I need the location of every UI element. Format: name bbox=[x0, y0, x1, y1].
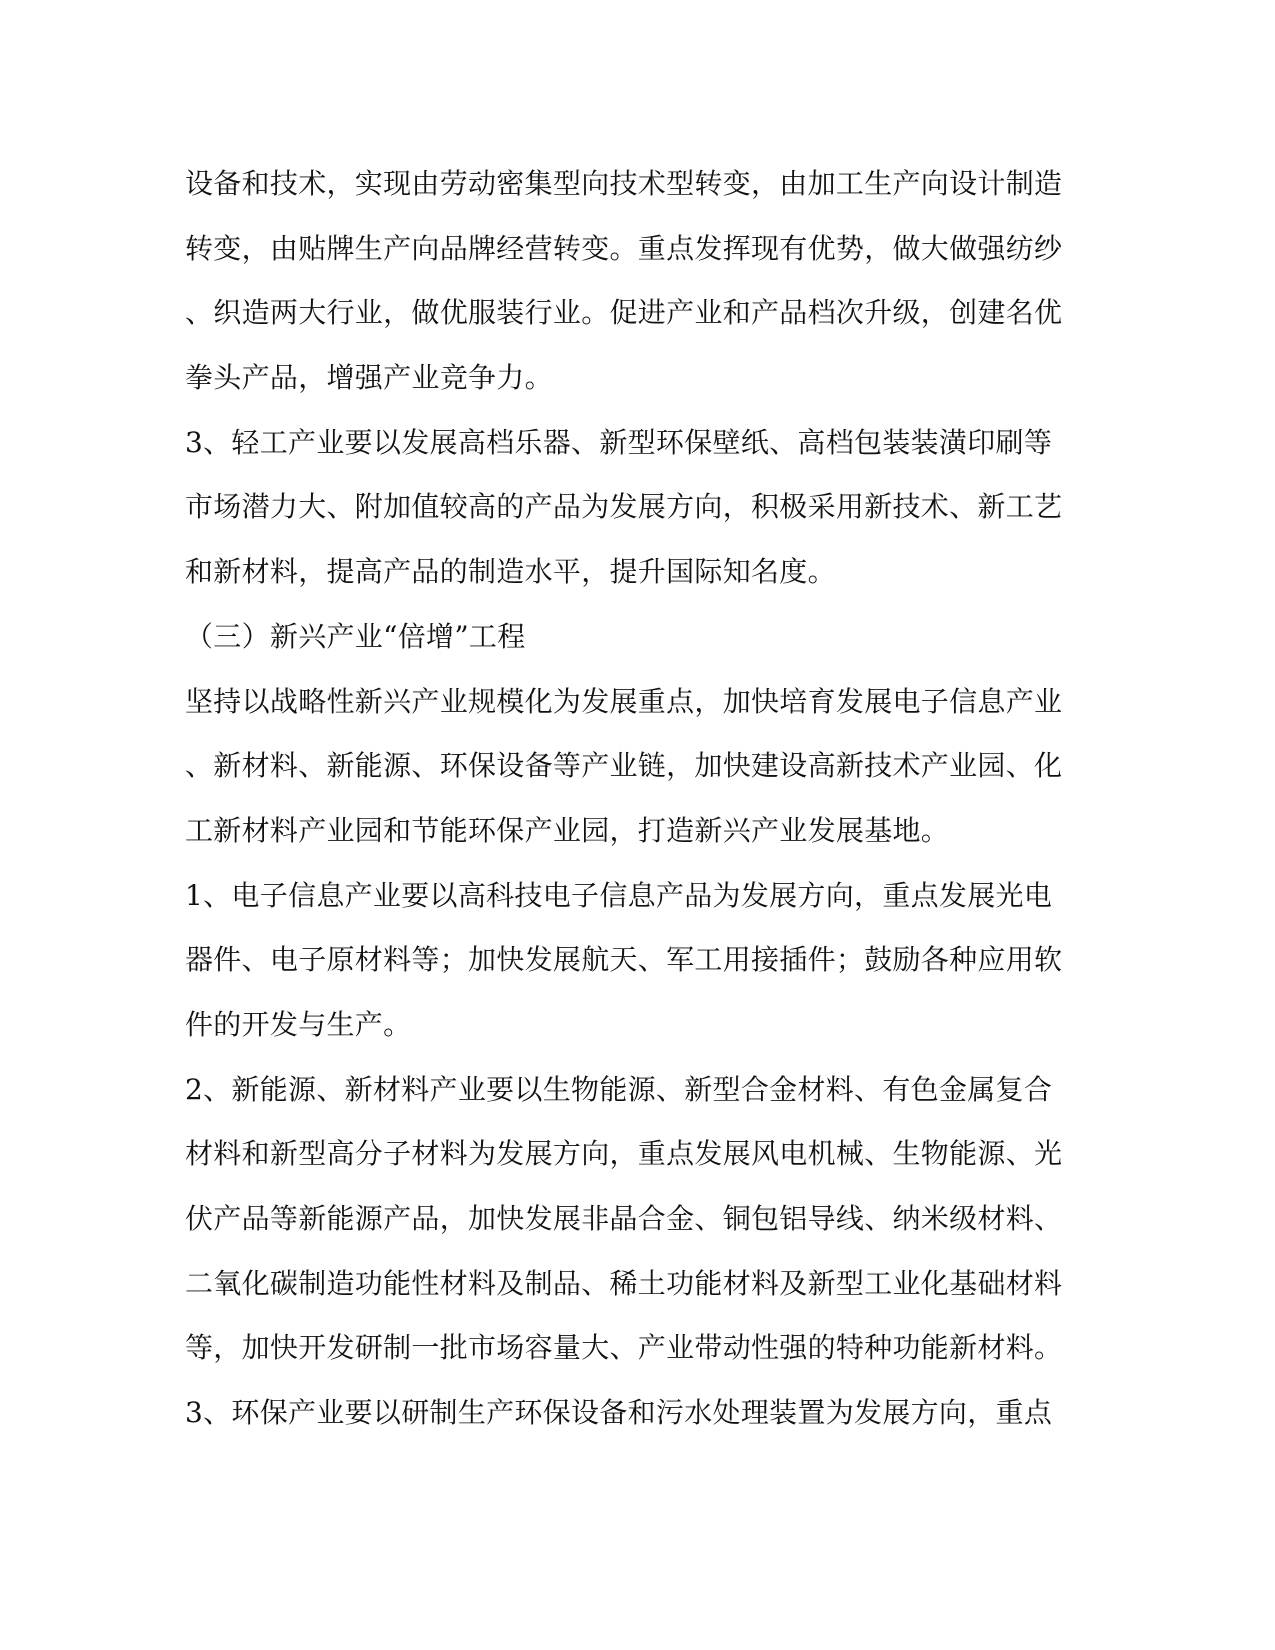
text-line: 、织造两大行业，做优服装行业。促进产业和产品档次升级，创建名优 bbox=[185, 296, 1063, 330]
text-line: 拳头产品，增强产业竞争力。 bbox=[185, 361, 553, 395]
text-line: 工新材料产业园和节能环保产业园，打造新兴产业发展基地。 bbox=[185, 813, 950, 847]
text-line: 等，加快开发研制一批市场容量大、产业带动性强的特种功能新材料。 bbox=[185, 1331, 1063, 1365]
text-line: 、新材料、新能源、环保设备等产业链，加快建设高新技术产业园、化 bbox=[185, 749, 1063, 783]
text-line: 材料和新型高分子材料为发展方向，重点发展风电机械、生物能源、光 bbox=[185, 1137, 1063, 1171]
text-line: 3、轻工产业要以发展高档乐器、新型环保壁纸、高档包装装潢印刷等 bbox=[185, 425, 1053, 459]
text-line: 市场潜力大、附加值较高的产品为发展方向，积极采用新技术、新工艺 bbox=[185, 490, 1063, 524]
text-line: 伏产品等新能源产品，加快发展非晶合金、铜包铝导线、纳米级材料、 bbox=[185, 1202, 1063, 1235]
text-line: 器件、电子原材料等；加快发展航天、军工用接插件；鼓励各种应用软 bbox=[185, 943, 1063, 977]
text-line: 设备和技术，实现由劳动密集型向技术型转变，由加工生产向设计制造 bbox=[185, 167, 1063, 200]
text-line: 3、环保产业要以研制生产环保设备和污水处理装置为发展方向，重点 bbox=[185, 1396, 1053, 1430]
text-line: 1、电子信息产业要以高科技电子信息产品为发展方向，重点发展光电 bbox=[185, 878, 1053, 912]
text-line: 转变，由贴牌生产向品牌经营转变。重点发挥现有优势，做大做强纺纱 bbox=[185, 231, 1063, 265]
text-line: 2、新能源、新材料产业要以生物能源、新型合金材料、有色金属复合 bbox=[185, 1072, 1053, 1106]
text-line: 二氧化碳制造功能性材料及制品、稀土功能材料及新型工业化基础材料 bbox=[185, 1266, 1063, 1300]
text-line: 和新材料，提高产品的制造水平，提升国际知名度。 bbox=[185, 555, 836, 589]
section-heading: （三）新兴产业“倍增”工程 bbox=[185, 619, 526, 653]
text-line: 坚持以战略性新兴产业规模化为发展重点，加快培育发展电子信息产业 bbox=[185, 684, 1063, 718]
text-line: 件的开发与生产。 bbox=[185, 1007, 412, 1041]
body-text bbox=[185, 152, 1095, 1446]
